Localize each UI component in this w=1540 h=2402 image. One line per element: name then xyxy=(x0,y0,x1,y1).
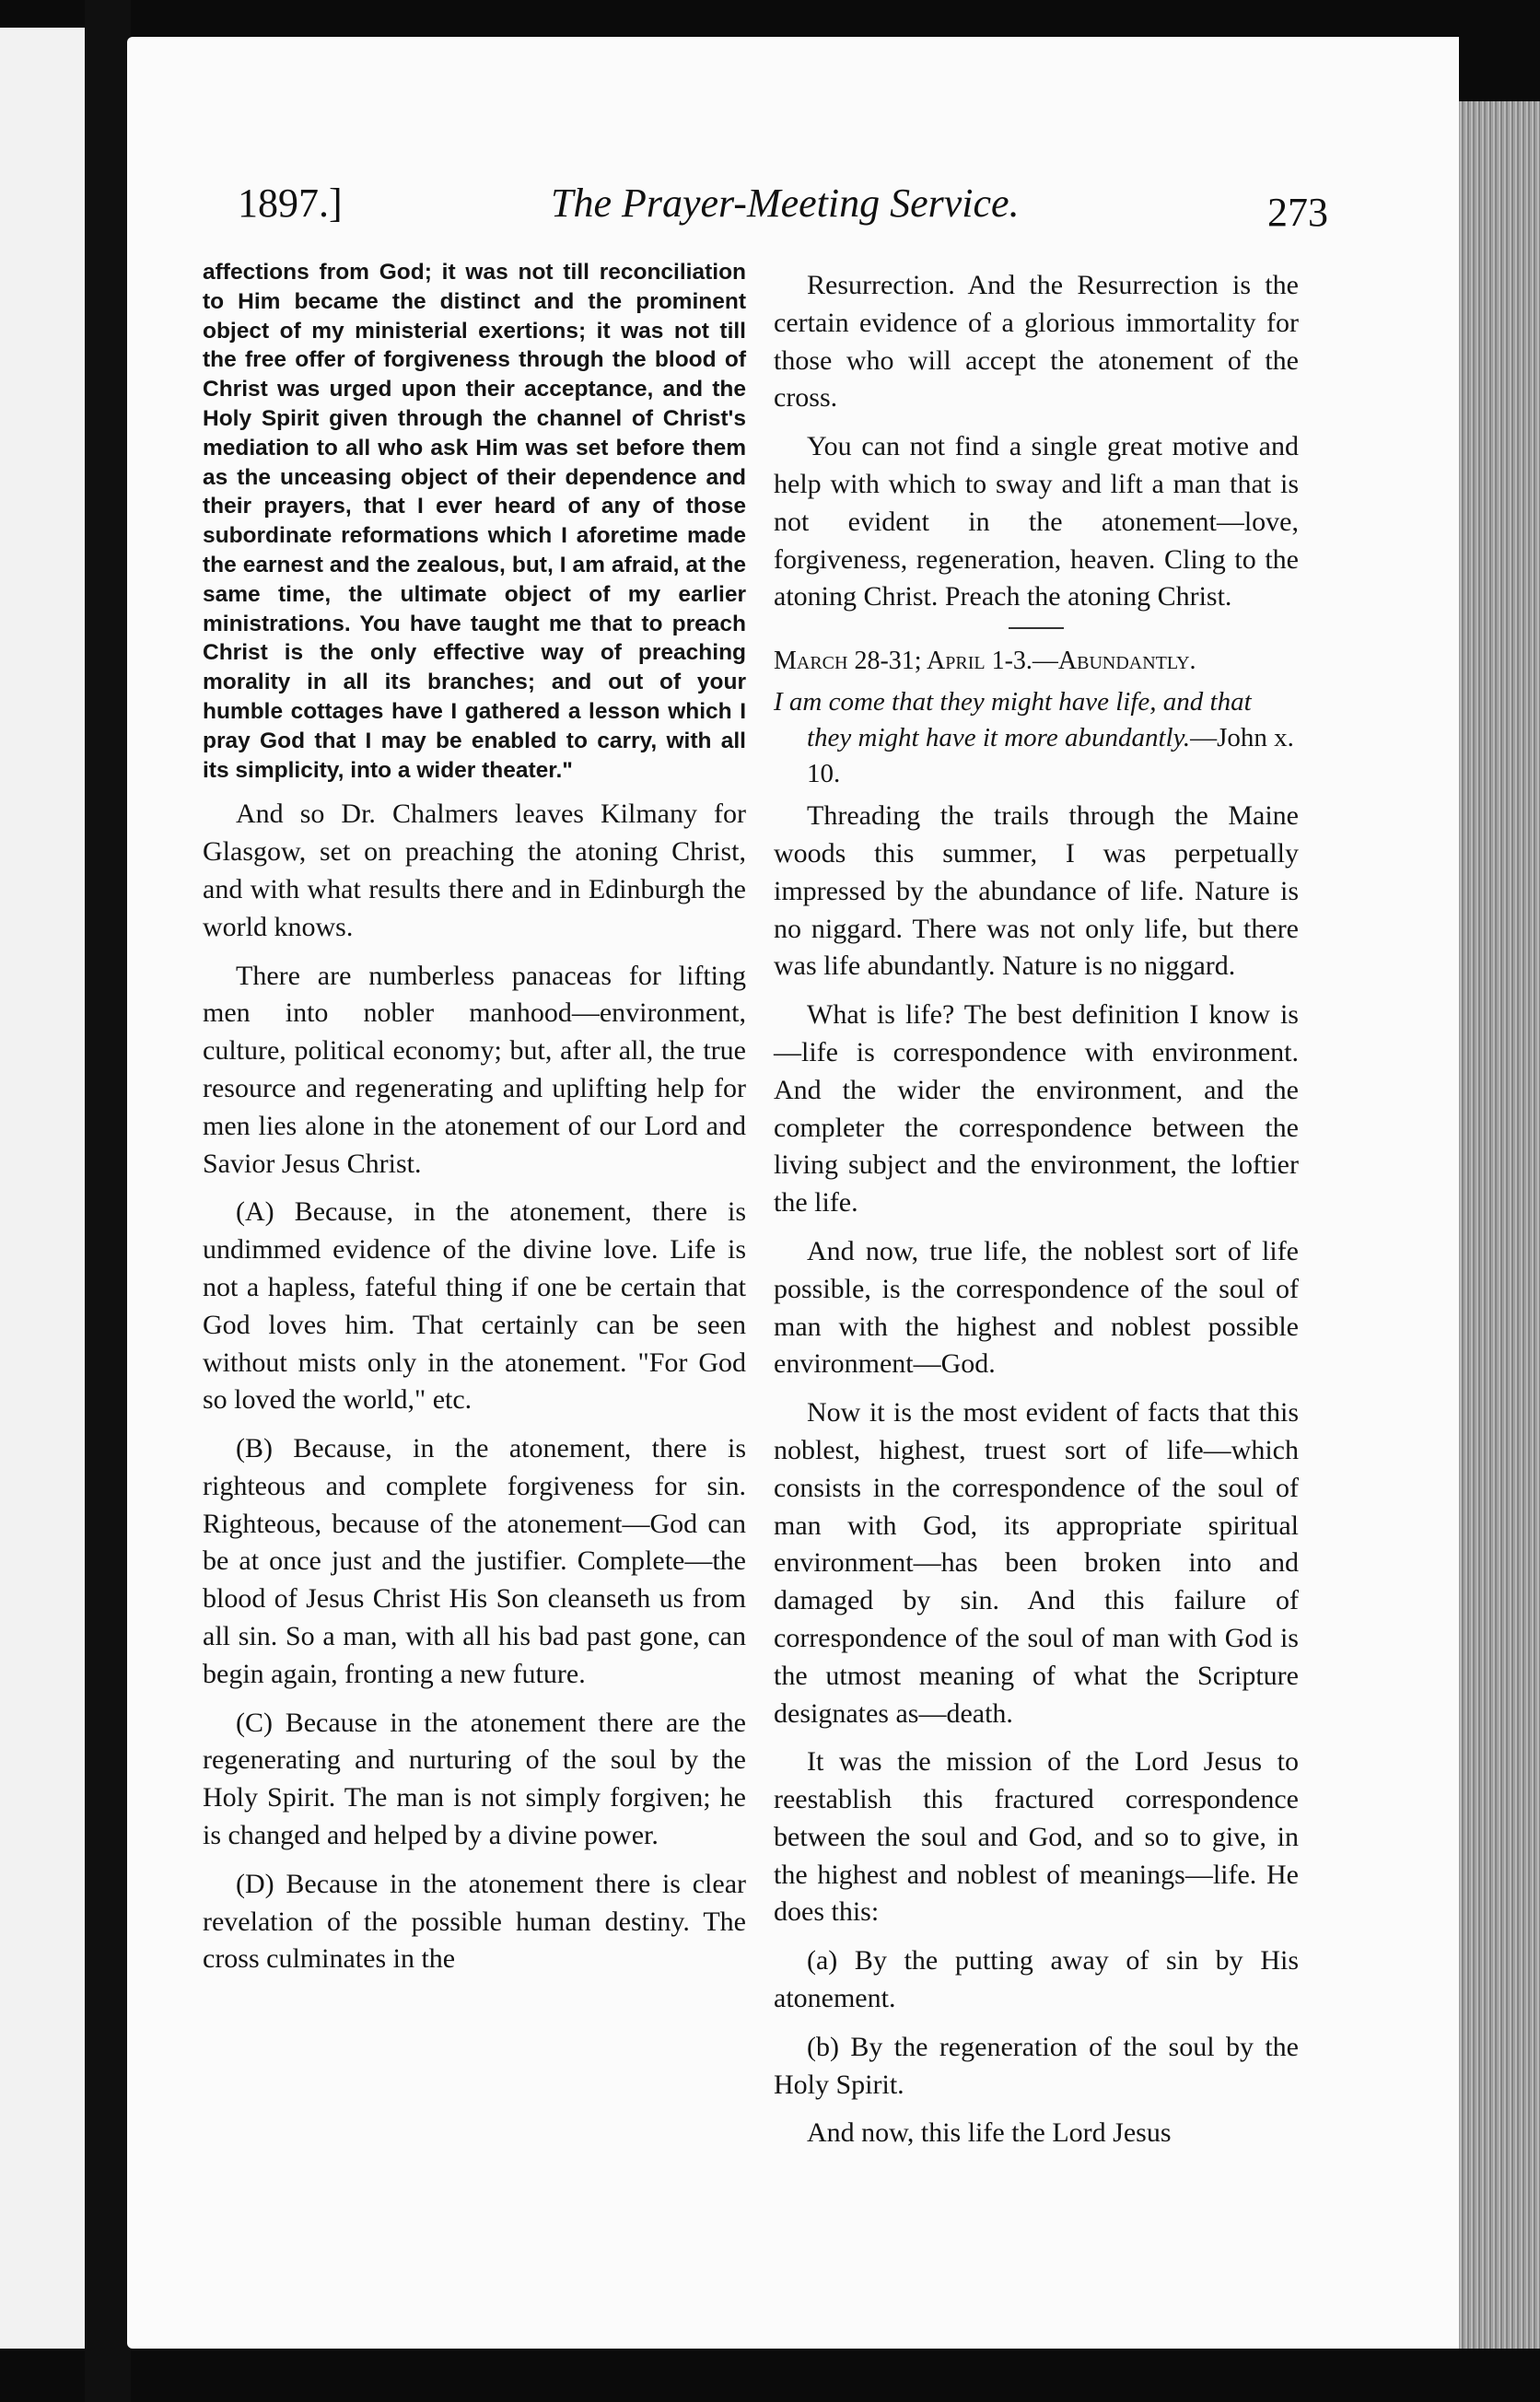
paragraph: And now, true life, the noblest sort of life possible, is the correspondence of the soul of man with the highest and noblest possible environment—God. xyxy=(774,1235,1299,1380)
paragraph: (B) Because, in the atonement, there is righteous and complete forgiveness for sin. Righteous, because of the atonement—God can be at once just and the justifier. Complete—the blood of Jesus Christ His Son cleanseth us from all sin. So a man, with all his bad past gone, can begin again, fronting a new future. xyxy=(203,1433,746,1689)
left-body xyxy=(203,796,746,1978)
paragraph: There are numberless panaceas for lifting men into nobler manhood—environment, culture, political economy; but, after all, the true resource and regenerating and uplifting help for men lies alone in the atonement of our Lord and Savior Jesus Christ. xyxy=(203,960,746,1179)
paragraph: Threading the trails through the Maine woods this summer, I was perpetually impressed by the abundance of life. Nature is no niggard. There was not only life, but there was life abundantly. Nature is no niggard. xyxy=(774,800,1299,982)
paragraph: It was the mission of the Lord Jesus to reestablish this fractured correspondence between the soul and God, and so to give, in the highest and noblest of meanings—life. He does this: xyxy=(774,1746,1299,1928)
scripture-reference: —John x. 10. xyxy=(807,723,1294,789)
chalmers-quote xyxy=(203,258,746,785)
scripture-text xyxy=(774,684,1299,792)
paragraph: (A) Because, in the atonement, there is undimmed evidence of the divine love. Life is not a hapless, fateful thing if one be certain that God loves him. That certainly can be seen without mists only in the atonement. "For God so loved the world," etc. xyxy=(203,1196,746,1416)
header-title: The Prayer-Meeting Service. xyxy=(551,181,1020,226)
topic-title: Abundantly. xyxy=(1057,647,1196,676)
topic-date: March 28-31; April 1-3.— xyxy=(774,647,1058,676)
page-edges xyxy=(1459,101,1540,2349)
paragraph: Now it is the most evident of facts that this noblest, highest, truest sort of life—which consists in the correspondence of the soul of man with God, its appropriate spiritual environment—has been broken into and damaged by sin. And this failure of correspondence of the soul of man with God is the utmost meaning of what the Scripture designates as—death. xyxy=(774,1397,1299,1729)
header-year: 1897.] xyxy=(238,181,343,226)
page-number: 273 xyxy=(1267,190,1328,235)
quote-paragraph: affections from God; it was not till reconciliation to Him became the distinct and the prominent object of my ministerial exertions; it was not till the free offer of forgiveness through the blood of Christ was urged upon their acceptance, and the Holy Spirit given through the channel of Christ's mediation to all who ask Him was set before them as the unceasing object of their dependence and their prayers, that I ever heard of any of those subordinate reformations which I aforetime made the earnest and the zealous, but, I am afraid, at the same time, the ultimate object of my earlier ministrations. You have taught me that to preach Christ is the only effective way of preaching morality in all its branches; and out of your humble cottages have I gathered a lesson which I pray God that I may be enabled to carry, with all its simplicity, into a wider theater." xyxy=(203,260,746,783)
paragraph: (a) By the putting away of sin by His atonement. xyxy=(774,1945,1299,2014)
right-column xyxy=(774,267,1299,2163)
paragraph: (D) Because in the atonement there is clear revelation of the possible human destiny. The cross culminates in the xyxy=(203,1868,746,1975)
paragraph: And now, this life the Lord Jesus xyxy=(807,2117,1172,2149)
left-column xyxy=(203,258,746,1989)
paragraph: (b) By the regeneration of the soul by the Holy Spirit. xyxy=(774,2031,1299,2100)
topic-heading xyxy=(774,644,1299,679)
section-divider xyxy=(1009,627,1064,629)
paragraph: What is life? The best definition I know is—life is correspondence with environment. And the wider the environment, and the completer the correspondence between the living subject and the environment, the loftier the life. xyxy=(774,999,1299,1218)
paragraph: And so Dr. Chalmers leaves Kilmany for Glasgow, set on preaching the atoning Christ, and with what results there and in Edinburgh the world knows. xyxy=(203,799,746,942)
paragraph: You can not find a single great motive and help with which to sway and lift a man that is not evident in the atonement—love, forgiveness, regeneration, heaven. Cling to the atoning Christ. Preach the atoning Christ. xyxy=(774,431,1299,612)
paragraph: (C) Because in the atonement there are the regenerating and nurturing of the soul by the Holy Spirit. The man is not simply forgiven; he is changed and helped by a divine power. xyxy=(203,1707,746,1851)
scripture-verse: I am come that they might have life, and that they might have it more abundantly. xyxy=(774,687,1252,753)
paragraph: Resurrection. And the Resurrection is the certain evidence of a glorious immortality for those who will accept the atonement of the cross. xyxy=(774,270,1299,414)
running-header xyxy=(238,180,1328,244)
facing-page-edge xyxy=(0,28,85,2349)
book-gutter xyxy=(85,0,131,2402)
